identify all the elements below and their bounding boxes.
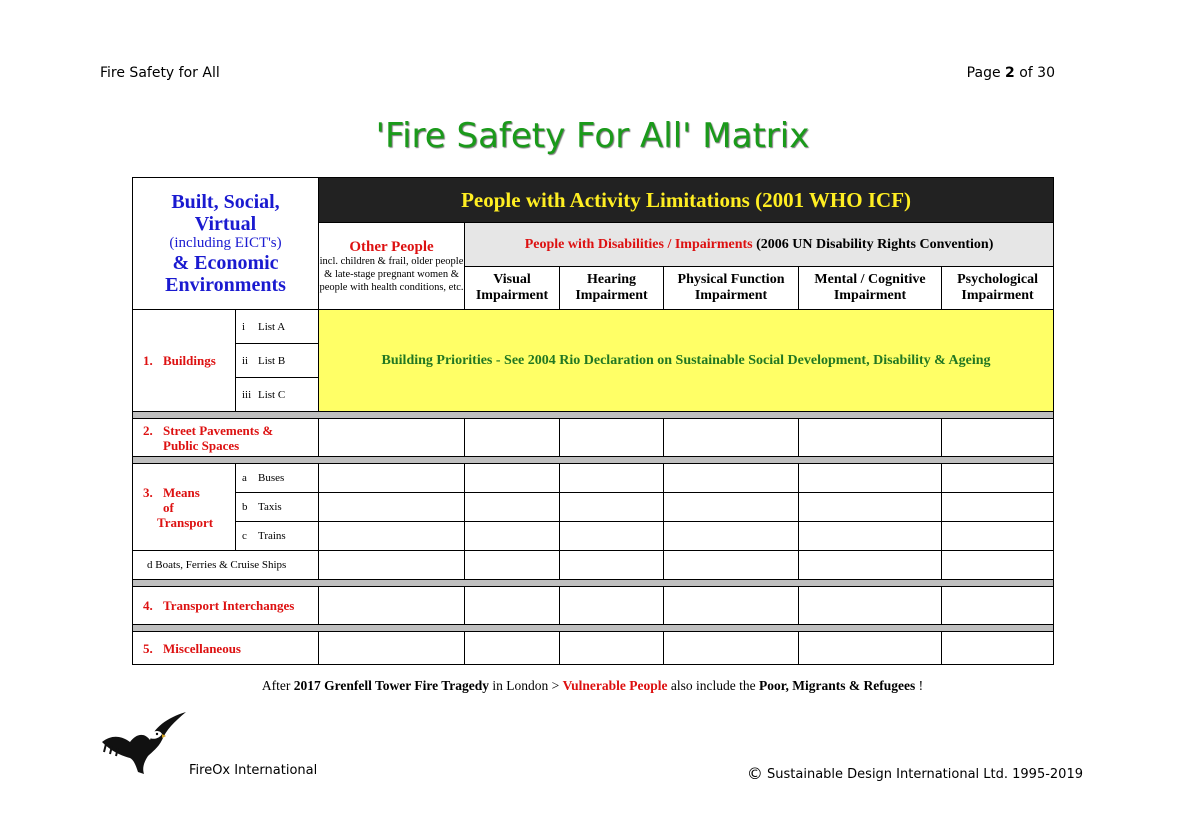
list-a-label: List A (258, 320, 286, 333)
eagle-logo-icon (100, 712, 190, 776)
fn-p3: also include the (667, 678, 759, 693)
fn-poor: Poor, Migrants & Refugees (759, 678, 916, 693)
row-street-l2: Public Spaces (163, 437, 240, 453)
col-visual-l2: Impairment (475, 288, 549, 303)
col-visual-l1: Visual (493, 272, 531, 287)
row-buildings-label (133, 310, 236, 412)
transport-boats: d Boats, Ferries & Cruise Ships (133, 551, 319, 580)
copyright-symbol: © (746, 764, 763, 783)
transport-buses (236, 464, 319, 493)
disabilities-header (465, 223, 1054, 267)
col-mental-l2: Impairment (833, 288, 907, 303)
col-mental-l1: Mental / Cognitive (814, 272, 926, 287)
row-street-label (133, 419, 319, 457)
row-street (133, 419, 1054, 457)
transport-taxis (236, 493, 319, 522)
row-transport-l2: of (163, 499, 174, 515)
other-people-desc: incl. children & frail, older people & late-stage pregnant women & people with health conditions, etc. (319, 255, 464, 293)
row-buildings-num: 1. (143, 353, 153, 368)
built-line3: (including EICT's) (169, 235, 282, 251)
buildings-list-c (236, 378, 319, 412)
copyright-text: Sustainable Design International Ltd. 1995-2019 (762, 767, 1083, 782)
activity-limitations-header: People with Activity Limitations (2001 WHO ICF) (319, 178, 1054, 223)
fire-safety-matrix (132, 177, 1054, 665)
disabilities-title: People with Disabilities / Impairments (524, 236, 753, 252)
built-line4: & Economic (172, 252, 279, 274)
trains-key: c (242, 530, 247, 542)
page-current: 2 (1005, 65, 1015, 81)
col-psych-l1: Psychological (957, 272, 1038, 287)
separator (133, 580, 1054, 587)
col-hearing (560, 267, 664, 310)
row-interchanges-num: 4. (143, 598, 153, 613)
taxis-label: Taxis (258, 501, 282, 513)
col-psych-l2: Impairment (961, 288, 1034, 303)
buses-label: Buses (258, 472, 285, 484)
row-transport-l1: Means (163, 484, 200, 500)
col-hearing-l2: Impairment (575, 288, 648, 303)
row-misc-label (133, 632, 319, 665)
row-misc-num: 5. (143, 640, 153, 656)
row-transport-num: 3. (143, 484, 153, 500)
trains-label: Trains (258, 530, 286, 542)
fn-grenfell: 2017 Grenfell Tower Fire Tragedy (293, 678, 489, 693)
disabilities-convention: (2006 UN Disability Rights Convention) (752, 236, 994, 252)
buildings-list-a (236, 310, 319, 344)
footer-copyright (747, 763, 1083, 782)
footnote (0, 678, 1185, 694)
header-page-number (967, 65, 1055, 81)
fn-p4: ! (915, 678, 924, 693)
list-b-key: ii (242, 354, 249, 367)
page-title: 'Fire Safety For All' Matrix (375, 116, 810, 156)
list-c-label: List C (258, 388, 286, 401)
col-hearing-l1: Hearing (587, 272, 637, 287)
row-transport-label (133, 464, 236, 551)
fn-p2: in London > (489, 678, 563, 693)
fn-p1: After (261, 678, 294, 693)
separator (133, 412, 1054, 419)
built-line2: Virtual (194, 213, 257, 235)
separator (133, 625, 1054, 632)
col-physical (664, 267, 799, 310)
built-line1: Built, Social, (171, 191, 280, 213)
col-physical-l2: Impairment (694, 288, 768, 303)
transport-trains (236, 522, 319, 551)
list-c-key: iii (242, 388, 252, 401)
page-prefix: Page (966, 65, 1001, 81)
list-a-key: i (242, 320, 246, 333)
col-visual (465, 267, 560, 310)
row-misc-text: Miscellaneous (163, 640, 241, 656)
row-street-l1: Street Pavements & (163, 422, 274, 438)
buses-key: a (242, 472, 247, 484)
col-physical-l1: Physical Function (677, 272, 785, 287)
list-b-label: List B (258, 354, 286, 367)
other-people-title: Other People (349, 238, 434, 255)
row-street-num: 2. (143, 422, 153, 438)
row-transport-l3: Transport (157, 514, 214, 530)
row-interchanges-text: Transport Interchanges (163, 598, 295, 613)
other-people-header (319, 223, 465, 310)
built-line5: Environments (165, 274, 286, 296)
buildings-list-b (236, 344, 319, 378)
footer-org: FireOx International (189, 763, 318, 778)
separator (133, 457, 1054, 464)
page-of: of 30 (1019, 65, 1055, 81)
fn-vulnerable: Vulnerable People (562, 678, 668, 693)
row-interchanges-label (133, 587, 319, 625)
taxis-key: b (242, 501, 248, 513)
building-priorities: Building Priorities - See 2004 Rio Declaration on Sustainable Social Development, Disability & Ageing (319, 310, 1054, 412)
col-mental (799, 267, 942, 310)
row-buildings-text: Buildings (163, 353, 216, 368)
header-doc-title: Fire Safety for All (100, 65, 220, 81)
built-environments-header (133, 178, 319, 310)
col-psychological (942, 267, 1054, 310)
